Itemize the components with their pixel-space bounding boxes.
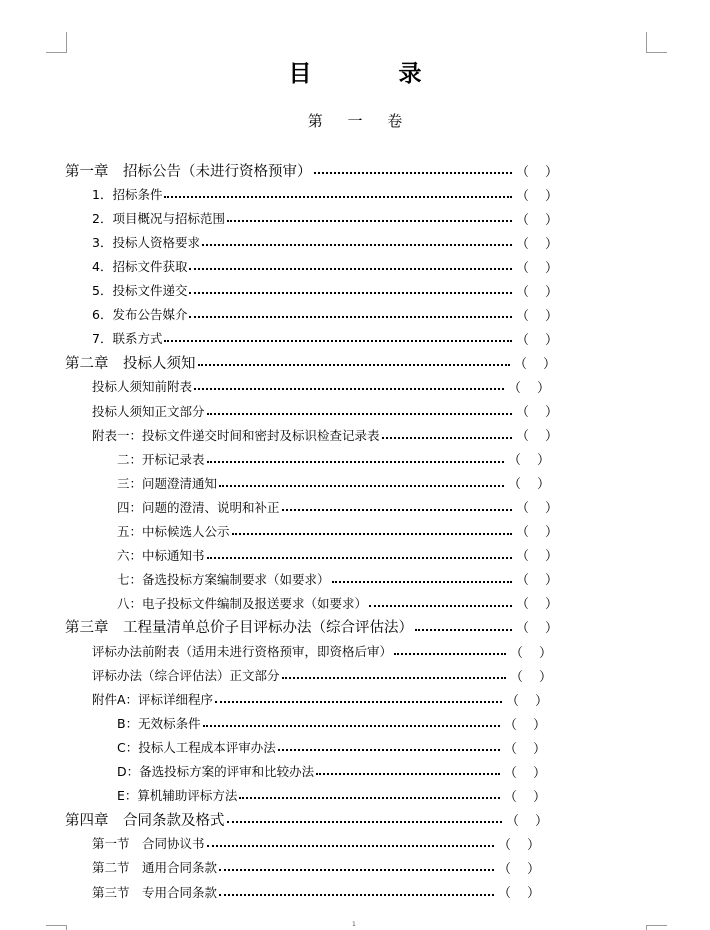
toc-leader-dots (278, 749, 500, 751)
paren-close: ） (532, 741, 546, 757)
paren-close: ） (544, 332, 558, 348)
toc-leader-dots (219, 485, 504, 487)
paren-open: （ (510, 669, 524, 685)
toc-page-placeholder (516, 569, 558, 588)
paren-close: ） (532, 765, 546, 781)
toc-leader-dots (207, 461, 504, 463)
toc-page-placeholder (516, 233, 558, 252)
toc-entry[interactable] (92, 207, 558, 229)
toc-page-placeholder (516, 521, 558, 540)
toc-page-placeholder (516, 617, 558, 636)
toc-entry[interactable] (92, 832, 540, 854)
toc-page-placeholder (508, 473, 550, 492)
paren-open: （ (510, 645, 524, 661)
paren-close: ） (542, 356, 556, 372)
paren-open: （ (508, 477, 522, 493)
toc-entry[interactable] (117, 784, 546, 806)
paren-close: ） (536, 477, 550, 493)
toc-entry[interactable] (117, 760, 546, 782)
toc-page-placeholder (504, 762, 546, 781)
toc-entry-title: 第二章 投标人须知 (65, 355, 196, 372)
toc-entry[interactable] (92, 303, 558, 325)
paren-open: （ (516, 621, 530, 637)
toc-page-placeholder (516, 401, 558, 420)
toc-page-placeholder (508, 377, 550, 396)
page-title: 目 录 (288, 60, 454, 87)
paren-close: ） (544, 308, 558, 324)
toc-page-placeholder (498, 882, 540, 901)
toc-page-placeholder (514, 353, 556, 372)
toc-page-placeholder (516, 497, 558, 516)
toc-entry-title: 附表一：投标文件递交时间和密封及标识检查记录表 (92, 427, 380, 443)
toc-page-placeholder (516, 185, 558, 204)
toc-leader-dots (198, 364, 511, 366)
paren-close: ） (538, 645, 552, 661)
paren-open: （ (504, 789, 518, 805)
toc-leader-dots (164, 340, 512, 342)
toc-page-placeholder (498, 834, 540, 853)
paren-open: （ (498, 861, 512, 877)
toc-leader-dots (232, 533, 512, 535)
toc-page-placeholder (516, 425, 558, 444)
paren-open: （ (498, 886, 512, 901)
toc-leader-dots (194, 388, 504, 390)
paren-close: ） (526, 886, 540, 901)
toc-page-placeholder (516, 305, 558, 324)
toc-leader-dots (164, 196, 512, 198)
toc-entry[interactable] (117, 496, 558, 518)
toc-leader-dots (332, 581, 512, 583)
toc-entry-title: 6．发布公告媒介 (92, 307, 188, 323)
paren-open: （ (516, 501, 530, 517)
paren-close: ） (544, 284, 558, 300)
toc-page-placeholder (516, 593, 558, 612)
toc-entry[interactable] (117, 592, 558, 614)
paren-open: （ (506, 693, 520, 709)
toc-leader-dots (394, 653, 506, 655)
toc-leader-dots (314, 172, 513, 174)
paren-open: （ (516, 284, 530, 300)
toc-entry-title: D：备选投标方案的评审和比较办法 (117, 764, 315, 780)
paren-close: ） (544, 597, 558, 613)
toc-entry[interactable] (117, 736, 546, 758)
paren-close: ） (544, 188, 558, 204)
toc-page-placeholder (516, 545, 558, 564)
toc-page-placeholder (508, 449, 550, 468)
toc-entry-title: 投标人须知正文部分 (92, 403, 205, 419)
toc-entry[interactable] (92, 424, 558, 446)
toc-leader-dots (189, 268, 512, 270)
toc-entry[interactable] (92, 375, 550, 397)
toc-entry-title: 二：开标记录表 (117, 451, 205, 467)
toc-leader-dots (282, 509, 512, 511)
crop-mark-bottom-right (646, 925, 667, 930)
toc-leader-dots (202, 244, 512, 246)
toc-entry-title: 第三节 专用合同条款 (92, 884, 218, 900)
toc-leader-dots (219, 869, 494, 871)
paren-open: （ (516, 525, 530, 541)
toc-entry[interactable] (92, 327, 558, 349)
toc-entry[interactable] (117, 448, 550, 470)
paren-close: ） (526, 837, 540, 853)
paren-open: （ (504, 717, 518, 733)
toc-entry-title: B：无效标条件 (117, 716, 201, 732)
paren-open: （ (498, 837, 512, 853)
toc-entry-title: 八：电子投标文件编制及报送要求（如要求） (117, 595, 368, 611)
toc-entry[interactable] (92, 279, 558, 301)
paren-close: ） (544, 164, 558, 180)
toc-entry-title: C：投标人工程成本评审办法 (117, 740, 276, 756)
toc-leader-dots (382, 437, 512, 439)
toc-entry-title: 投标人须知前附表 (92, 379, 193, 395)
toc-entry-title: 4．招标文件获取 (92, 259, 188, 275)
paren-close: ） (544, 236, 558, 252)
toc-entry[interactable] (65, 159, 558, 181)
paren-close: ） (544, 405, 558, 420)
paren-open: （ (508, 380, 522, 396)
toc-leader-dots (415, 629, 512, 631)
toc-entry-title: 第四章 合同条款及格式 (65, 812, 225, 829)
paren-close: ） (532, 717, 546, 733)
paren-close: ） (538, 669, 552, 685)
toc-leader-dots (227, 220, 512, 222)
paren-open: （ (516, 597, 530, 613)
toc-page-placeholder (516, 257, 558, 276)
toc-entry-title: 附件A：评标详细程序 (92, 692, 214, 708)
toc-leader-dots (207, 557, 512, 559)
toc-page-placeholder (510, 666, 552, 685)
crop-mark-top-left (46, 32, 67, 53)
paren-open: （ (516, 260, 530, 276)
toc-entry-title: 三：问题澄清通知 (117, 475, 218, 491)
crop-mark-top-right (646, 32, 667, 53)
toc-entry-title: 第三章 工程量清单总价子目评标办法（综合评估法） (65, 620, 413, 637)
toc-page-placeholder (510, 642, 552, 661)
paren-open: （ (504, 741, 518, 757)
paren-open: （ (506, 813, 520, 829)
toc-entry[interactable] (117, 568, 558, 590)
toc-page-placeholder (516, 209, 558, 228)
toc-leader-dots (189, 316, 512, 318)
toc-page-placeholder (506, 690, 548, 709)
toc-entry[interactable] (92, 881, 540, 903)
paren-close: ） (544, 429, 558, 445)
paren-open: （ (516, 164, 530, 180)
toc-page-placeholder (516, 329, 558, 348)
toc-entry[interactable] (92, 255, 558, 277)
toc-entry-title: 第一节 合同协议书 (92, 836, 205, 852)
paren-close: ） (544, 501, 558, 517)
toc-entry-title: 七：备选投标方案编制要求（如要求） (117, 571, 330, 587)
paren-close: ） (536, 380, 550, 396)
paren-open: （ (516, 308, 530, 324)
toc-entry[interactable] (117, 472, 550, 494)
toc-entry-title: E：算机辅助评标方法 (117, 788, 238, 804)
toc-entry-title: 五：中标候选人公示 (117, 523, 230, 539)
toc-page-placeholder (516, 161, 558, 180)
paren-open: （ (516, 236, 530, 252)
toc-entry-title: 四：问题的澄清、说明和补正 (117, 499, 280, 515)
toc-entry[interactable] (92, 688, 548, 710)
toc-entry[interactable] (92, 183, 558, 205)
toc-leader-dots (282, 677, 506, 679)
toc-entry-title: 六：中标通知书 (117, 547, 205, 563)
toc-leader-dots (316, 773, 500, 775)
paren-close: ） (526, 861, 540, 877)
paren-open: （ (516, 549, 530, 565)
toc-entry-title: 评标办法前附表（适用未进行资格预审，即资格后审） (92, 644, 393, 659)
paren-close: ） (544, 525, 558, 541)
toc-entry-title: 7．联系方式 (92, 331, 163, 347)
toc-entry-title: 1．招标条件 (92, 187, 163, 203)
toc-leader-dots (207, 413, 512, 415)
paren-close: ） (544, 549, 558, 565)
toc-leader-dots (189, 292, 512, 294)
toc-page-placeholder (498, 858, 540, 877)
page-number: 1 (352, 921, 356, 928)
paren-close: ） (544, 212, 558, 228)
toc-entry[interactable] (65, 616, 558, 638)
toc-entry[interactable] (117, 520, 558, 542)
toc-entry[interactable] (117, 544, 558, 566)
toc-entry-title: 3．投标人资格要求 (92, 235, 200, 251)
toc-leader-dots (239, 797, 500, 799)
toc-entry[interactable] (65, 351, 556, 373)
toc-entry[interactable] (92, 231, 558, 253)
paren-close: ） (544, 573, 558, 589)
toc-page-placeholder (516, 281, 558, 300)
toc-leader-dots (219, 894, 494, 896)
paren-open: （ (516, 212, 530, 228)
toc-page-placeholder (504, 738, 546, 757)
toc-leader-dots (227, 821, 503, 823)
toc-leader-dots (215, 701, 502, 703)
toc-entry-title: 评标办法（综合评估法）正文部分 (92, 668, 280, 684)
toc-page-placeholder (504, 714, 546, 733)
paren-close: ） (532, 789, 546, 805)
toc-entry[interactable] (92, 856, 540, 878)
toc-entry-title: 第一章 招标公告（未进行资格预审） (65, 163, 312, 180)
toc-leader-dots (369, 605, 512, 607)
paren-open: （ (504, 765, 518, 781)
toc-leader-dots (207, 845, 494, 847)
paren-close: ） (534, 813, 548, 829)
paren-open: （ (508, 453, 522, 469)
paren-close: ） (534, 693, 548, 709)
toc-entry[interactable] (92, 664, 552, 686)
paren-close: ） (544, 260, 558, 276)
volume-heading: 第 一 卷 (307, 112, 413, 130)
paren-open: （ (516, 573, 530, 589)
toc-page-placeholder (506, 810, 548, 829)
toc-entry[interactable] (65, 808, 548, 830)
toc-entry-title: 第二节 通用合同条款 (92, 860, 218, 876)
toc-leader-dots (203, 725, 500, 727)
crop-mark-bottom-left (46, 925, 67, 930)
paren-close: ） (544, 621, 558, 637)
toc-page-placeholder (504, 786, 546, 805)
paren-open: （ (516, 332, 530, 348)
paren-open: （ (516, 188, 530, 204)
toc-entry-title: 2．项目概况与招标范围 (92, 211, 225, 227)
paren-open: （ (514, 356, 528, 372)
toc-entry-title: 5．投标文件递交 (92, 283, 188, 299)
paren-open: （ (516, 429, 530, 445)
paren-close: ） (536, 453, 550, 469)
toc-entry[interactable] (117, 712, 546, 734)
paren-open: （ (516, 405, 530, 420)
toc-entry[interactable] (92, 400, 558, 422)
toc-entry[interactable] (92, 640, 552, 662)
